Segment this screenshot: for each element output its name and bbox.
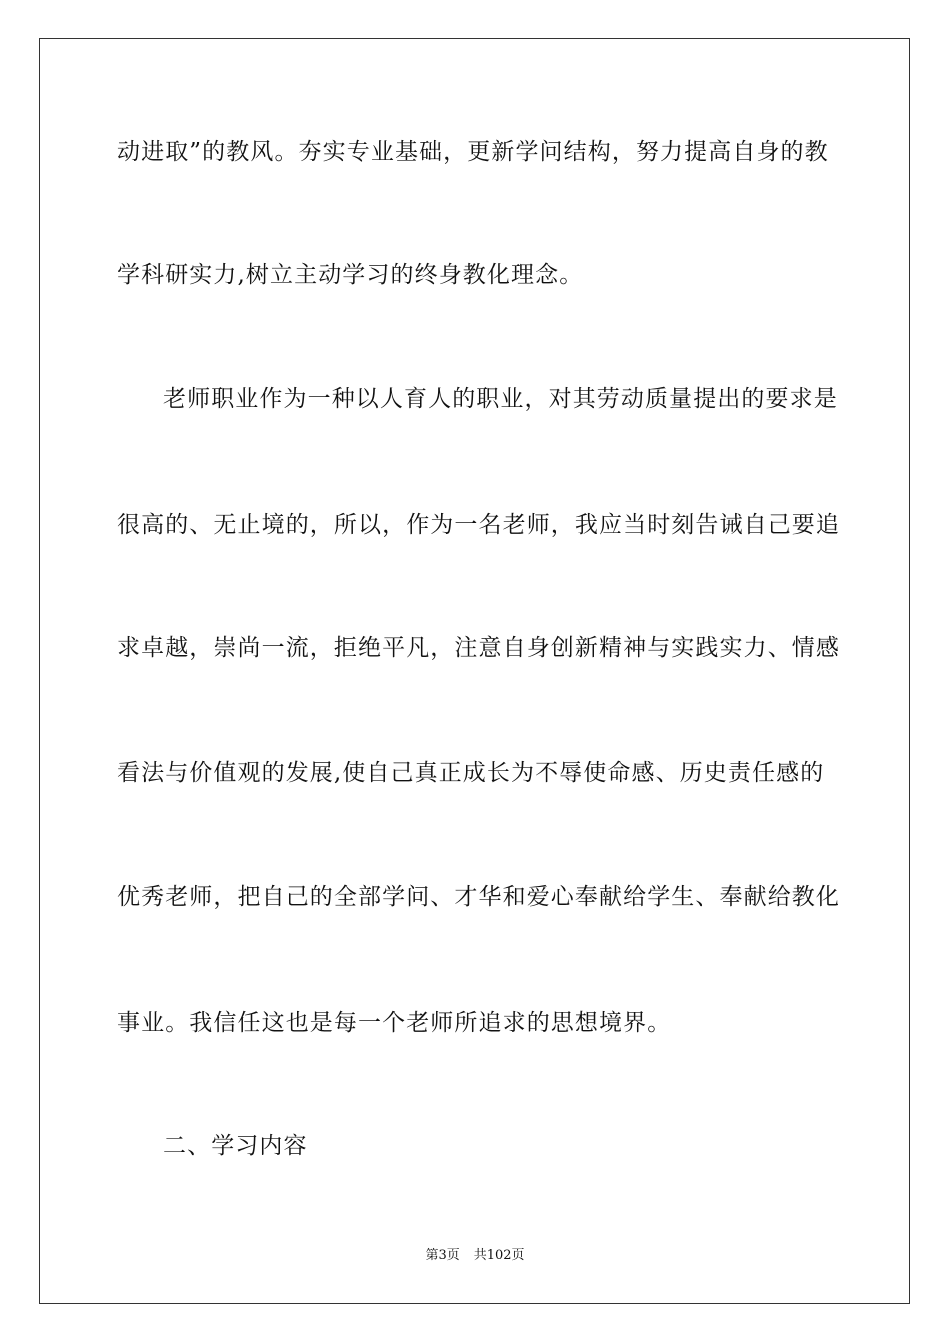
paragraph-line-6: 看法与价值观的发展,使自己真正成长为不辱使命感、历史责任感的 — [117, 760, 825, 786]
page-border — [39, 38, 910, 1304]
paragraph-line-1: 动进取”的教风。夯实专业基础，更新学问结构，努力提高自身的教 — [117, 139, 829, 165]
page-footer — [0, 1247, 950, 1265]
paragraph-line-2: 学科研实力,树立主动学习的终身教化理念。 — [117, 262, 584, 288]
paragraph-line-5: 求卓越，崇尚一流，拒绝平凡，注意自身创新精神与实践实力、情感 — [117, 635, 840, 661]
paragraph-line-3: 老师职业作为一种以人育人的职业，对其劳动质量提出的要求是 — [163, 386, 838, 412]
paragraph-line-8: 事业。我信任这也是每一个老师所追求的思想境界。 — [117, 1010, 672, 1036]
page-number-current: 第3页 — [425, 1248, 460, 1263]
paragraph-line-7: 优秀老师，把自己的全部学问、才华和爱心奉献给学生、奉献给教化 — [117, 884, 840, 910]
paragraph-line-4: 很高的、无止境的，所以，作为一名老师，我应当时刻告诫自己要追 — [117, 512, 840, 538]
section-heading: 二、学习内容 — [163, 1133, 308, 1159]
page-number-total: 共102页 — [473, 1248, 525, 1263]
